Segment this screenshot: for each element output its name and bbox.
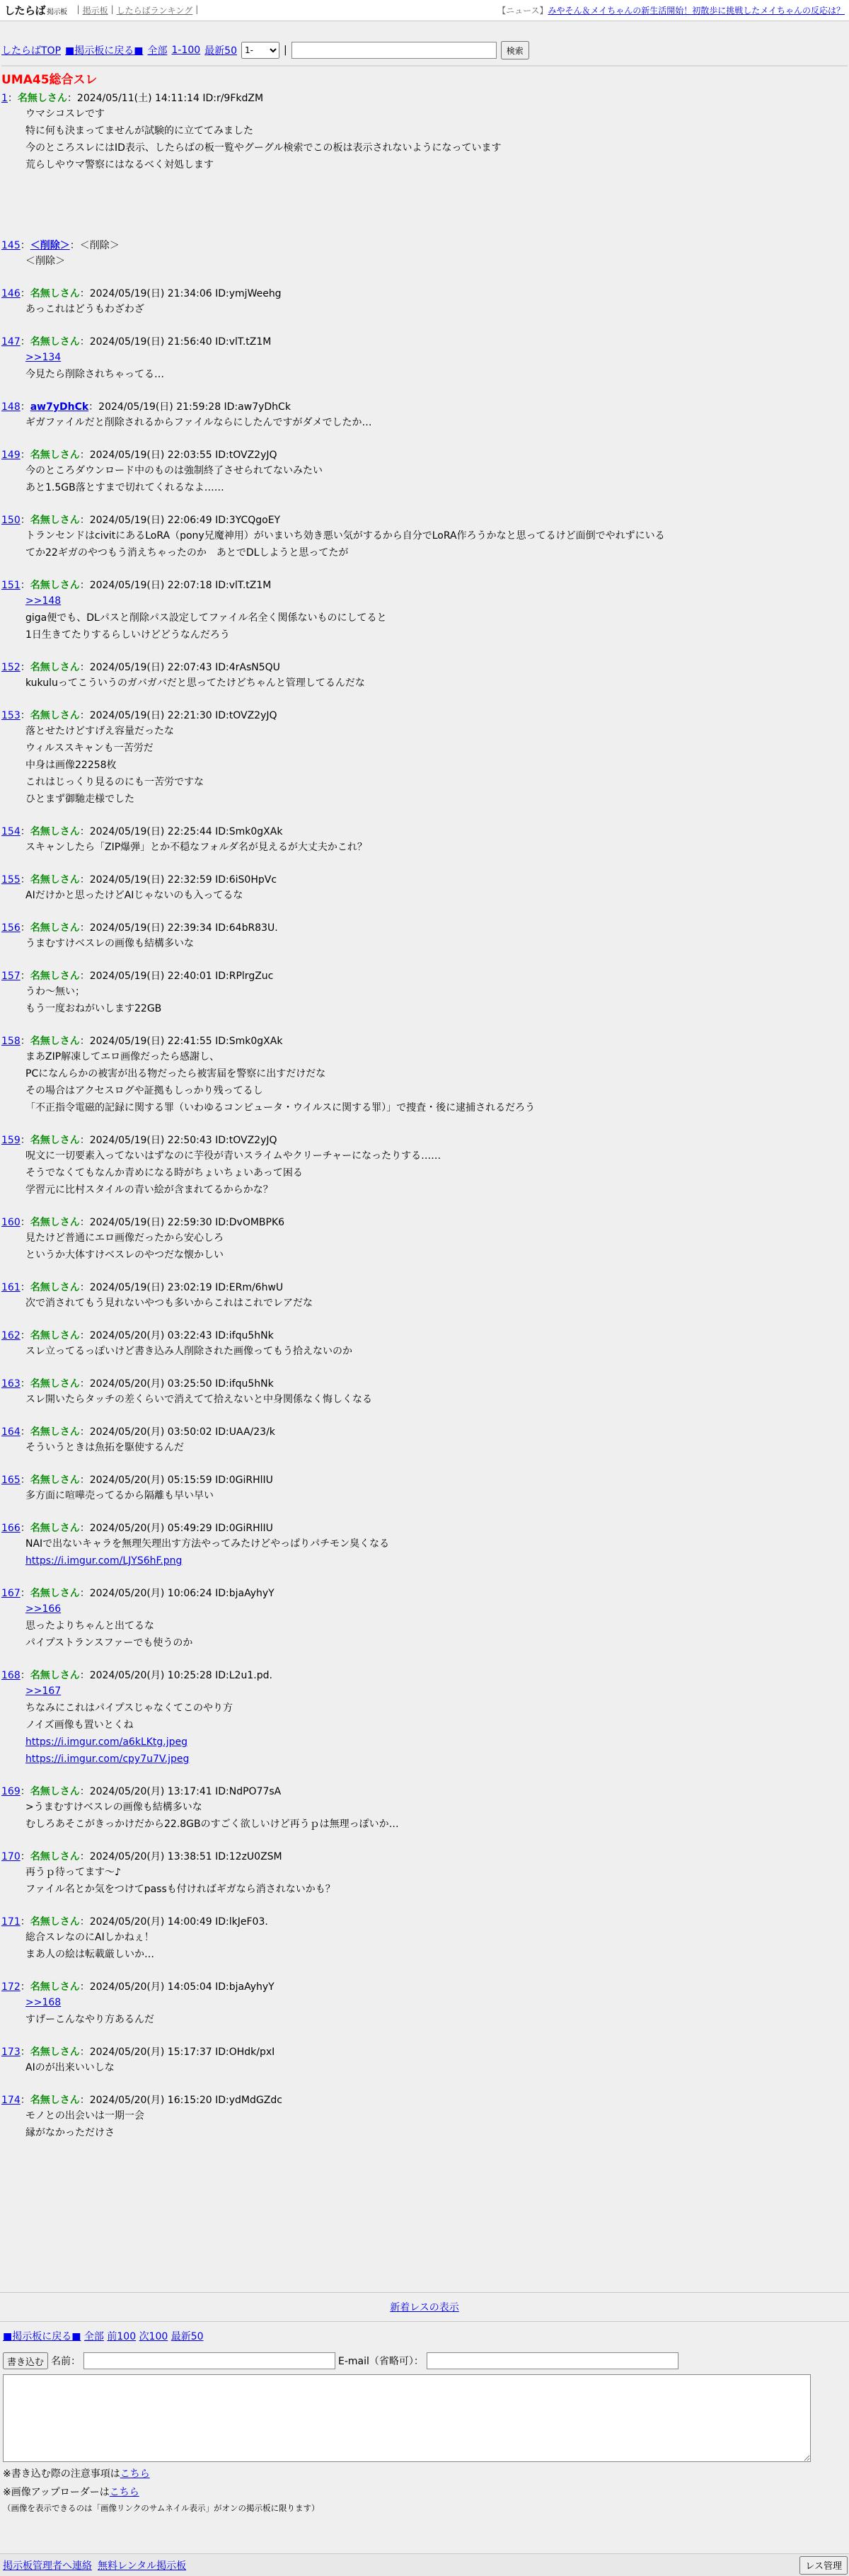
post-date: 2024/05/19(日) 22:03:55 ID:tOVZ2yJQ (89, 450, 277, 461)
post-line: ギガファイルだと削除されるからファイルならにしたんですがダメでしたか… (25, 417, 372, 428)
post-line: 次で消されてもう見れないやつも多いからこれはこれでレアだな (25, 1298, 313, 1309)
post-number-link[interactable]: 162 (1, 1330, 21, 1341)
post-date: 2024/05/19(日) 21:56:40 ID:vlT.tZ1M (89, 336, 272, 348)
post-header: 170：名無しさん：2024/05/20(月) 13:38:51 ID:12zU0ZSM (1, 1851, 282, 1862)
reply-anchor-link[interactable]: >>168 (25, 1997, 62, 2008)
post-date: 2024/05/20(月) 14:05:04 ID:bjaAyhyY (89, 1981, 275, 1993)
uploader-link[interactable]: こちら (109, 2487, 139, 2498)
post-date: 2024/05/19(日) 22:25:44 ID:Smk0gXAk (89, 826, 283, 837)
post-number-link[interactable]: 170 (1, 1851, 21, 1862)
post-body (25, 1230, 848, 1264)
post-body (25, 593, 848, 643)
post-author: 名無しさん (30, 336, 80, 348)
post-line: 今のところダウンロード中のものは強制終了させられてないみたい (25, 465, 323, 476)
post-date: 2024/05/19(日) 22:32:59 ID:6iS0HpVc (89, 874, 277, 886)
contact-admin-link[interactable]: 掲示板管理者へ連絡 (3, 2560, 92, 2572)
post-header: 168：名無しさん：2024/05/20(月) 10:25:28 ID:L2u1.pd. (1, 1670, 272, 1681)
post-line: もう一度おねがいします22GB (25, 1003, 162, 1014)
nav-all-link[interactable]: 全部 (147, 45, 168, 57)
search-input[interactable] (291, 42, 497, 59)
name-input[interactable] (83, 2352, 335, 2369)
post-body (25, 887, 848, 904)
post-date: 2024/05/19(日) 22:07:18 ID:vlT.tZ1M (89, 580, 272, 591)
post-header: 146：名無しさん：2024/05/19(日) 21:34:06 ID:ymjWeehg (1, 288, 282, 299)
post-author: 名無しさん (30, 1330, 80, 1341)
post-author: 名無しさん (30, 1282, 80, 1293)
post-date: 2024/05/19(日) 22:21:30 ID:tOVZ2yJQ (89, 710, 277, 721)
post-line: 見たけど普通にエロ画像だったから安心しろ (25, 1232, 224, 1244)
post-number-link[interactable]: 150 (1, 515, 21, 526)
post (1, 1473, 848, 1504)
post-line: 中身は画像22258枚 (25, 760, 117, 771)
post-author: 名無しさん (30, 1475, 80, 1486)
post-author-link[interactable]: aw7yDhCk (30, 401, 89, 413)
range-select[interactable] (241, 42, 279, 59)
post-author: 名無しさん (30, 826, 80, 837)
post-body (25, 1391, 848, 1408)
top-news: 【ニュース】みやそん＆メイちゃんの新生活開始！初散歩に挑戦したメイちゃんの反応は？ (497, 6, 845, 16)
post-line: あと1.5GB落とすまで切れてくれるなよ…… (25, 482, 224, 493)
footer-back-link[interactable]: ■掲示板に戻る■ (3, 2331, 81, 2342)
post-number-link[interactable]: 173 (1, 2047, 21, 2058)
post-number-link[interactable]: 159 (1, 1135, 21, 1146)
post-line: ノイズ画像も置いとくね (25, 1719, 134, 1731)
post-number-link[interactable]: 160 (1, 1217, 21, 1228)
post-number-link[interactable]: 161 (1, 1282, 21, 1293)
post-header: 147：名無しさん：2024/05/19(日) 21:56:40 ID:vlT.tZ1M (1, 336, 272, 348)
post-line: 思ったよりちゃんと出てるな (25, 1620, 154, 1632)
post-line: トランセンドはcivitにあるLoRA（pony兄魔神用）がいまいち効き悪い気がするから自分でLoRA作ろうかなと思ってるけど面倒でやれずにいる (25, 530, 665, 542)
post-author: 名無しさん (30, 450, 80, 461)
post-line: 特に何も決まってませんが試験的に立ててみました (25, 125, 253, 137)
post-line: 多方面に喧嘩売ってるから隔離も早い早い (25, 1490, 214, 1501)
post (1, 91, 848, 173)
post (1, 1329, 848, 1360)
post-author: 名無しさん (30, 1217, 80, 1228)
post-author: 名無しさん (30, 922, 80, 934)
post-body (25, 1439, 848, 1456)
post-line: 呪文に一切要素入ってないはずなのに芋役が青いスライムやクリーチャーになったりする…… (25, 1150, 441, 1162)
post-line: スレ開いたらタッチの差くらいで消えてて拾えないと中身関係なく悔しくなる (25, 1394, 372, 1405)
post-number-link[interactable]: 146 (1, 288, 21, 299)
post-date: 2024/05/19(日) 22:39:34 ID:64bR83U. (89, 922, 278, 934)
post-body (25, 675, 848, 692)
post-header: 150：名無しさん：2024/05/19(日) 22:06:49 ID:3YCQgoEY (1, 515, 281, 526)
post (1, 1668, 848, 1768)
post-line: ひとまず御馳走様でした (25, 794, 134, 805)
post-number-link[interactable]: 147 (1, 336, 21, 348)
new-res-link[interactable]: 新着レスの表示 (390, 2302, 459, 2313)
post-line: 総合スレなのにAIしかねぇ！ (25, 1932, 154, 1943)
post (1, 1215, 848, 1264)
post-header: 158：名無しさん：2024/05/19(日) 22:41:55 ID:Smk0gXAk (1, 1036, 283, 1047)
post-notes: ※書き込む際の注意事項はこちら ※画像アップローダーはこちら （画像を表示できるのは「画像リンクのサムネイル表示」がオンの掲示板に限ります） (3, 2468, 320, 2513)
post-author: 名無しさん (30, 1426, 80, 1438)
post-body (25, 1535, 848, 1569)
post-line: ファイル名とか気をつけてpassも付ければギガなら消されないかも？ (25, 1884, 335, 1895)
thread-nav: したらばTOP ■掲示板に戻る■ 全部 1-100 最新50 1- | 検索 (1, 21, 848, 62)
bottom-bar (0, 2553, 849, 2576)
post-line: giga便でも、DLパスと削除パス設定してファイル名全く関係ないものにしてると (25, 612, 387, 624)
post-body (25, 1864, 848, 1898)
post-header: 173：名無しさん：2024/05/20(月) 15:17:37 ID:OHdk/pxI (1, 2047, 275, 2058)
post-form (0, 2350, 849, 2462)
post-line: >うまむすけベスレの画像も結構多いな (25, 1802, 202, 1813)
post-number-link[interactable]: 153 (1, 710, 21, 721)
post-author: 名無しさん (30, 515, 80, 526)
post-line: 「不正指令電磁的記録に関する罪（いわゆるコンピュータ・ウイルスに関する罪）」で捜査・後に逮捕されるだろう (25, 1102, 536, 1114)
nav-back-link[interactable]: ■掲示板に戻る■ (65, 45, 144, 57)
post-header: 154：名無しさん：2024/05/19(日) 22:25:44 ID:Smk0gXAk (1, 826, 283, 837)
post-date: 2024/05/20(月) 16:15:20 ID:ydMdGZdc (89, 2095, 282, 2106)
admin-button[interactable]: レス管理 (799, 2556, 848, 2575)
post-number-link[interactable]: 171 (1, 1916, 21, 1928)
post-line: まあ人の絵は転載厳しいか… (25, 1949, 154, 1960)
rules-link[interactable]: こちら (120, 2468, 150, 2480)
post-author: 名無しさん (30, 1588, 80, 1599)
post-line: ウマシコスレです (25, 108, 105, 120)
post-date: 2024/05/20(月) 05:15:59 ID:0GiRHlIU (89, 1475, 273, 1486)
post-author: 名無しさん (30, 1378, 80, 1390)
footer-next-link[interactable]: 次100 (139, 2331, 168, 2342)
post-date: 2024/05/20(月) 14:00:49 ID:lkJeF03. (89, 1916, 268, 1928)
post (1, 709, 848, 808)
post-line: 荒らしやウマ警察にはなるべく対処します (25, 159, 214, 171)
post-author: 名無しさん (30, 1036, 80, 1047)
post-line: てか22ギガのやつもう消えちゃったのか あとでDLしようと思ってたが (25, 547, 349, 559)
post-header: 161：名無しさん：2024/05/19(日) 23:02:19 ID:ERm/6hwU (1, 1282, 284, 1293)
post-number-link[interactable]: 167 (1, 1588, 21, 1599)
post-header: 166：名無しさん：2024/05/20(月) 05:49:29 ID:0GiRHlIU (1, 1523, 273, 1534)
post-line: kukuluってこういうのガバガバだと思ってたけどちゃんと管理してるんだな (25, 677, 365, 689)
post-author: 名無しさん (30, 874, 80, 886)
post-line: うまむすけベスレの画像も結構多いな (25, 938, 194, 949)
post-body (25, 839, 848, 856)
footer-latest-link[interactable]: 最新50 (171, 2331, 204, 2342)
post-author: 名無しさん (17, 93, 67, 104)
footer-nav (0, 2321, 849, 2350)
post-number-link[interactable]: 157 (1, 971, 21, 982)
post-number-link[interactable]: 145 (1, 240, 21, 251)
post-body (25, 1929, 848, 1963)
post-header: 156：名無しさん：2024/05/19(日) 22:39:34 ID:64bR83U. (1, 922, 278, 934)
post-line: ウィルススキャンも一苦労だ (25, 743, 154, 754)
post (1, 1785, 848, 1833)
post-line: AIのが出来いいしな (25, 2062, 115, 2073)
post-author (30, 240, 70, 251)
post-line: そうでなくてもなんか青めになる時がちょいちょいあって困る (25, 1167, 303, 1179)
post-body (25, 935, 848, 952)
post-line: まあZIP解凍してエロ画像だったら感謝し、 (25, 1051, 220, 1063)
footer-all-link[interactable]: 全部 (83, 2331, 104, 2342)
post-line: 再うｐ待ってます〜♪ (25, 1867, 121, 1878)
new-res-bar (0, 2292, 849, 2321)
post-header: 157：名無しさん：2024/05/19(日) 22:40:01 ID:RPlrgZuc (1, 971, 274, 982)
post-header: 145：＜削除＞：＜削除＞ (1, 240, 120, 251)
post-number-link[interactable]: 149 (1, 450, 21, 461)
post-date: 2024/05/19(日) 22:06:49 ID:3YCQgoEY (89, 515, 281, 526)
post-author: 名無しさん (30, 662, 80, 673)
post-date: 2024/05/19(日) 22:59:30 ID:DvOMBPK6 (89, 1217, 285, 1228)
post (1, 578, 848, 643)
post-date: 2024/05/20(月) 03:50:02 ID:UAA/23/k (89, 1426, 275, 1438)
post-number-link[interactable]: 163 (1, 1378, 21, 1390)
post-line: すげーこんなやり方あるんだ (25, 2014, 154, 2025)
top-links: | 掲示板 | したらばランキング | (76, 4, 199, 16)
post-line: ちなみにこれはパイプスじゃなくてこのやり方 (25, 1702, 233, 1714)
post-date: 2024/05/20(月) 05:49:29 ID:0GiRHlIU (89, 1523, 273, 1534)
post-header: 153：名無しさん：2024/05/19(日) 22:21:30 ID:tOVZ2yJQ (1, 710, 277, 721)
post-date: 2024/05/19(日) 22:40:01 ID:RPlrgZuc (89, 971, 274, 982)
post-header: 172：名無しさん：2024/05/20(月) 14:05:04 ID:bjaAyhyY (1, 1981, 275, 1993)
post-author: 名無しさん (30, 1981, 80, 1993)
post-body (25, 105, 848, 173)
post-number-link[interactable]: 165 (1, 1475, 21, 1486)
post-body (25, 2059, 848, 2076)
post-number-link[interactable]: 172 (1, 1981, 21, 1993)
post (1, 1133, 848, 1198)
image-link[interactable]: https://i.imgur.com/cpy7u7V.jpeg (25, 1753, 190, 1765)
post-author: 名無しさん (30, 2095, 80, 2106)
post-body (25, 1343, 848, 1360)
post (1, 513, 848, 561)
post-number-link[interactable]: 164 (1, 1426, 21, 1438)
post-date: 2024/05/20(月) 10:25:28 ID:L2u1.pd. (89, 1670, 272, 1681)
post-number-link[interactable]: 154 (1, 826, 21, 837)
post (1, 239, 848, 270)
post-body (25, 527, 848, 561)
post-line: 落とせたけどすげえ容量だったな (25, 726, 174, 737)
write-button[interactable]: 書き込む (3, 2352, 48, 2369)
post-header: 1：名無しさん：2024/05/11(土) 14:11:14 ID:r/9FkdZM (1, 93, 264, 104)
post-body (25, 1147, 848, 1198)
post-date: 2024/05/20(月) 13:17:41 ID:NdPO77sA (89, 1786, 282, 1797)
post-line: 1日生きてたりするらしいけどどうなんだろう (25, 629, 230, 641)
top-link-board[interactable]: 掲示板 (82, 6, 108, 16)
post (1, 1586, 848, 1651)
post-header: 159：名無しさん：2024/05/19(日) 22:50:43 ID:tOVZ2yJQ (1, 1135, 277, 1146)
post-date: 2024/05/20(月) 15:17:37 ID:OHdk/pxI (89, 2047, 275, 2058)
post-header: 164：名無しさん：2024/05/20(月) 03:50:02 ID:UAA/23/k (1, 1426, 275, 1438)
post-line: モノとの出会いは一期一会 (25, 2110, 144, 2122)
reply-anchor-link[interactable]: >>167 (25, 1685, 62, 1697)
post-line: 今見たら削除されちゃってる… (25, 369, 164, 380)
shitaraba-logo[interactable]: したらば 掲示板 (4, 4, 67, 17)
news-link[interactable]: みやそん＆メイちゃんの新生活開始！初散歩に挑戦したメイちゃんの反応は？ (548, 6, 845, 16)
post (1, 660, 848, 692)
post-author: 名無しさん (30, 1786, 80, 1797)
post-date: 2024/05/19(日) 22:50:43 ID:tOVZ2yJQ (89, 1135, 277, 1146)
post-date: 2024/05/20(月) 13:38:51 ID:12zU0ZSM (89, 1851, 282, 1862)
post-line: その場合はアクセスログや証拠もしっかり残ってるし (25, 1085, 263, 1097)
post-line: あっこれはどうもわざわざ (25, 304, 144, 315)
post (1, 1850, 848, 1898)
post (1, 400, 848, 431)
post-body (25, 253, 848, 270)
post-line: 縁がなかっただけさ (25, 2127, 115, 2139)
post (1, 1521, 848, 1569)
post-line: ＜削除＞ (25, 256, 65, 267)
post-header: 151：名無しさん：2024/05/19(日) 22:07:18 ID:vlT.tZ1M (1, 580, 272, 591)
post-author: 名無しさん (30, 288, 80, 299)
post-date: 2024/05/20(月) 10:06:24 ID:bjaAyhyY (89, 1588, 275, 1599)
post-author: 名無しさん (30, 1670, 80, 1681)
post-number-link[interactable]: 166 (1, 1523, 21, 1534)
post-author-link[interactable]: ＜削除＞ (30, 240, 70, 251)
nav-top-link[interactable]: したらばTOP (1, 45, 62, 57)
post-line: PCになんらかの被害が出る物だったら被害届を警察に出すだけだな (25, 1068, 326, 1080)
post-header: 148：aw7yDhCk：2024/05/19(日) 21:59:28 ID:aw7yDhCk (1, 401, 291, 413)
post (1, 1034, 848, 1116)
post-header: 174：名無しさん：2024/05/20(月) 16:15:20 ID:ydMdGZdc (1, 2095, 282, 2106)
post-number-link[interactable]: 1 (1, 93, 8, 104)
post-author: 名無しさん (30, 1851, 80, 1862)
image-link[interactable]: https://i.imgur.com/a6kLKtg.jpeg (25, 1736, 188, 1748)
post-line: パイプストランスファーでも使うのか (25, 1637, 193, 1649)
post-line: スキャンしたら「ZIP爆弾」とか不穏なフォルダ名が見えるが大丈夫かこれ？ (25, 842, 367, 853)
nav-range-link[interactable]: 1-100 (171, 45, 201, 56)
post-author: 名無しさん (30, 971, 80, 982)
post (1, 1281, 848, 1312)
post-header: 171：名無しさん：2024/05/20(月) 14:00:49 ID:lkJeF03. (1, 1916, 268, 1928)
post-header: 169：名無しさん：2024/05/20(月) 13:17:41 ID:NdPO77sA (1, 1786, 282, 1797)
post-author: 名無しさん (30, 710, 80, 721)
post-date: 2024/05/11(土) 14:11:14 ID:r/9FkdZM (76, 93, 264, 104)
email-input[interactable] (427, 2352, 678, 2369)
post-number-link[interactable]: 174 (1, 2095, 21, 2106)
nav-latest-link[interactable]: 最新50 (204, 45, 237, 57)
post-body (25, 723, 848, 808)
post-line: スレ立ってるっぽいけど書き込み人削除された画像ってもう拾えないのか (25, 1346, 352, 1357)
post-header: 162：名無しさん：2024/05/20(月) 03:22:43 ID:ifqu5hNk (1, 1330, 274, 1341)
post-line: というか大体すけベスレのやつだな懐かしい (25, 1249, 224, 1261)
post-header: 160：名無しさん：2024/05/19(日) 22:59:30 ID:DvOMBPK6 (1, 1217, 285, 1228)
post-number-link[interactable]: 169 (1, 1786, 21, 1797)
post-body (25, 1799, 848, 1833)
reply-anchor-link[interactable]: >>166 (25, 1603, 62, 1615)
post-body (25, 983, 848, 1017)
post-line: NAIで出ないキャラを無理矢理出す方法やってみたけどやっぱりパチモン臭くなる (25, 1538, 390, 1550)
post-number-link[interactable]: 155 (1, 874, 21, 886)
post-author (30, 401, 88, 413)
hidden-posts-gap (1, 173, 848, 239)
post-line: うわ〜無い； (25, 986, 85, 997)
post-body (25, 1683, 848, 1768)
post-author: 名無しさん (30, 580, 80, 591)
post (1, 2045, 848, 2076)
post-body (25, 1295, 848, 1312)
post-number-link[interactable]: 168 (1, 1670, 21, 1681)
top-link-ranking[interactable]: したらばランキング (116, 6, 193, 16)
post (1, 1980, 848, 2028)
post-list (1, 91, 848, 2141)
post-author: 名無しさん (30, 1916, 80, 1928)
post-header: 167：名無しさん：2024/05/20(月) 10:06:24 ID:bjaAyhyY (1, 1588, 275, 1599)
post (1, 448, 848, 496)
post-number-link[interactable]: 158 (1, 1036, 21, 1047)
post (1, 825, 848, 856)
post (1, 873, 848, 904)
divider (1, 65, 848, 67)
reply-anchor-link[interactable]: >>134 (25, 352, 62, 363)
post-body (25, 301, 848, 318)
reply-anchor-link[interactable]: >>148 (25, 595, 62, 607)
post-date: 2024/05/19(日) 23:02:19 ID:ERm/6hwU (89, 1282, 284, 1293)
post-body (25, 349, 848, 383)
image-link[interactable]: https://i.imgur.com/LJYS6hF.png (25, 1555, 183, 1567)
post-author: 名無しさん (30, 1135, 80, 1146)
post-header: 149：名無しさん：2024/05/19(日) 22:03:55 ID:tOVZ2yJQ (1, 450, 277, 461)
post (1, 2093, 848, 2141)
post (1, 1915, 848, 1963)
post-line: そういうときは魚拓を駆使するんだ (25, 1442, 184, 1453)
post-header: 163：名無しさん：2024/05/20(月) 03:25:50 ID:ifqu5hNk (1, 1378, 274, 1390)
post-line: むしろあそこがきっかけだから22.8GBのすごく欲しいけど再うｐは無理っぽいか… (25, 1819, 399, 1830)
post (1, 1425, 848, 1456)
top-bar (0, 0, 849, 21)
post-line: 今のところスレにはID表示、したらばの板一覧やグーグル検索でこの板は表示されないようになっています (25, 142, 502, 154)
post (1, 1377, 848, 1408)
post (1, 287, 848, 318)
post-line: 学習元に比村スタイルの青い絵が含まれてるからかな？ (25, 1184, 273, 1196)
search-button[interactable]: 検索 (501, 41, 529, 59)
post-author: 名無しさん (30, 2047, 80, 2058)
post-date: ＜削除＞ (79, 240, 120, 251)
name-label: 名前： (51, 2356, 81, 2367)
post-date: 2024/05/19(日) 21:34:06 ID:ymjWeehg (89, 288, 282, 299)
post-body (25, 1048, 848, 1116)
post-header: 152：名無しさん：2024/05/19(日) 22:07:43 ID:4rAsN5QU (1, 662, 280, 673)
post (1, 969, 848, 1017)
post-body (25, 462, 848, 496)
post-body (25, 414, 848, 431)
message-textarea[interactable] (3, 2374, 811, 2462)
post-date: 2024/05/19(日) 22:41:55 ID:Smk0gXAk (89, 1036, 283, 1047)
post-number-link[interactable]: 152 (1, 662, 21, 673)
post-header: 155：名無しさん：2024/05/19(日) 22:32:59 ID:6iS0HpVc (1, 874, 277, 886)
post-author: 名無しさん (30, 1523, 80, 1534)
post-number-link[interactable]: 148 (1, 401, 21, 413)
post-line: これはじっくり見るのにも一苦労ですな (25, 777, 204, 788)
post-date: 2024/05/20(月) 03:25:50 ID:ifqu5hNk (89, 1378, 274, 1390)
post-body (25, 1601, 848, 1651)
post-body (25, 2107, 848, 2141)
email-label: E-mail（省略可）： (338, 2356, 424, 2367)
rental-board-link[interactable]: 無料レンタル掲示板 (98, 2560, 187, 2572)
thread-title: UMA45総合スレ (1, 73, 98, 87)
post-body (25, 1994, 848, 2028)
post-date: 2024/05/19(日) 21:59:28 ID:aw7yDhCk (98, 401, 291, 413)
post-line: AIだけかと思ったけどAIじゃないのも入ってるな (25, 890, 243, 901)
footer-prev-link[interactable]: 前100 (107, 2331, 137, 2342)
post-date: 2024/05/20(月) 03:22:43 ID:ifqu5hNk (89, 1330, 274, 1341)
post-body (25, 1487, 848, 1504)
post-date: 2024/05/19(日) 22:07:43 ID:4rAsN5QU (89, 662, 280, 673)
post-header: 165：名無しさん：2024/05/20(月) 05:15:59 ID:0GiRHlIU (1, 1475, 273, 1486)
post (1, 335, 848, 383)
post-number-link[interactable]: 151 (1, 580, 21, 591)
post-number-link[interactable]: 156 (1, 922, 21, 934)
post (1, 921, 848, 952)
